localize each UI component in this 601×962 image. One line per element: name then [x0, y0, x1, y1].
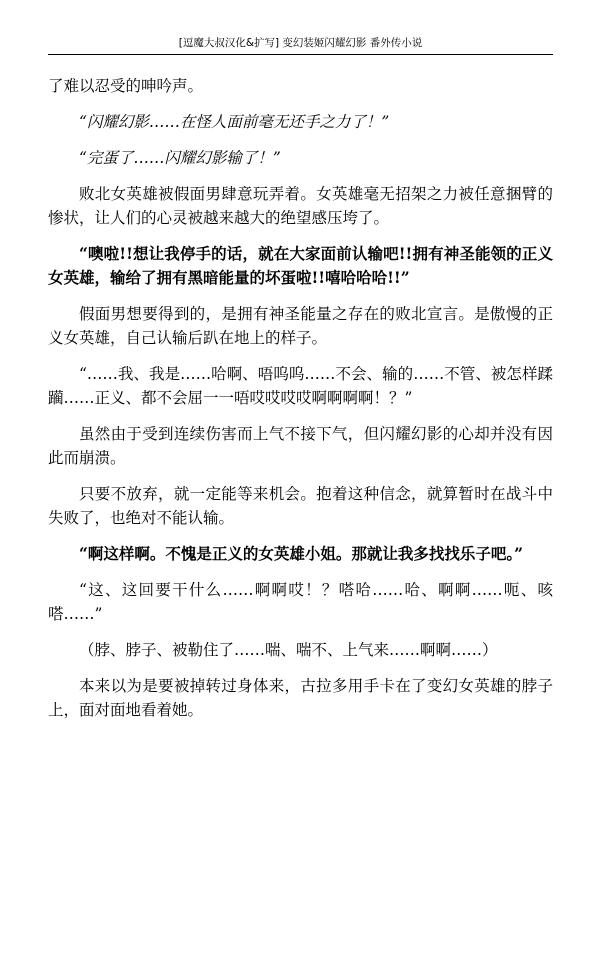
paragraph: 了难以忍受的呻吟声。 [48, 77, 204, 95]
paragraph: 本来以为是要被掉转过身体来，古拉多用手卡在了变幻女英雄的脖子上，面对面地看着她。 [48, 677, 553, 719]
paragraph: “……我、我是……哈啊、唔呜呜……不会、输的……不管、被怎样蹂躏……正义、都不会屈一一唔哎哎哎哎啊啊啊啊！？” [48, 365, 553, 407]
document-body [48, 74, 553, 734]
paragraph: “闪耀幻影……在怪人面前毫无还手之力了！” [79, 113, 390, 131]
paragraph: 只要不放弃，就一定能等来机会。抱着这种信念，就算暂时在战斗中失败了，也绝对不能认输。 [48, 485, 553, 527]
running-header: [逗魔大叔汉化&扩写] 变幻装姬闪耀幻影 番外传小说 [48, 36, 553, 55]
paragraph: “噢啦!!想让我停手的话，就在大家面前认输吧!!拥有神圣能领的正义女英雄，输给了拥有黑暗能量的坏蛋啦!!嘻哈哈哈!!” [48, 244, 553, 287]
paragraph: “这、这回要干什么……啊啊哎！？嗒哈……哈、啊啊……呃、咳嗒……” [48, 581, 553, 623]
paragraph: “完蛋了……闪耀幻影输了！” [79, 149, 281, 167]
paragraph: （脖、脖子、被勒住了……喘、喘不、上气来……啊啊……） [79, 641, 498, 659]
paragraph: 虽然由于受到连续伤害而上气不接下气，但闪耀幻影的心却并没有因此而崩溃。 [48, 425, 553, 467]
paragraph: 败北女英雄被假面男肆意玩弄着。女英雄毫无招架之力被任意捆臂的惨状，让人们的心灵被越来越大的绝望感压垮了。 [48, 185, 553, 227]
paragraph: 假面男想要得到的，是拥有神圣能量之存在的败北宣言。是傲慢的正义女英雄，自己认输后趴在地上的样子。 [48, 305, 553, 347]
paragraph: “啊这样啊。不愧是正义的女英雄小姐。那就让我多找找乐子吧。” [79, 544, 524, 563]
